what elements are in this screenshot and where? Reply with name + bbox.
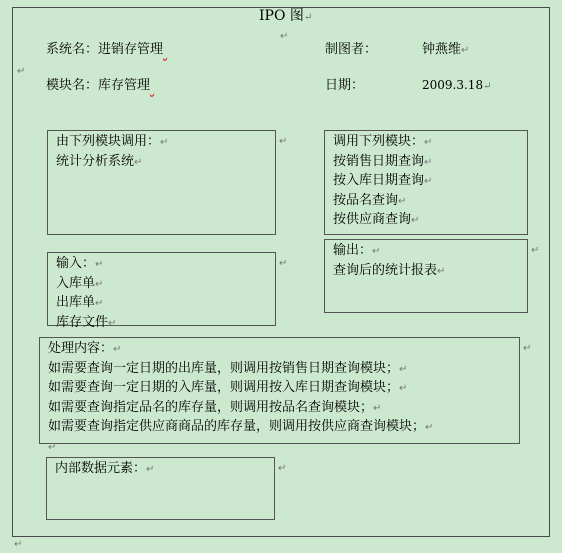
cell-mark: ↵ bbox=[279, 136, 288, 147]
processing-item: 如需要查询指定供应商商品的库存量，则调用按供应商查询模块；↵ bbox=[48, 419, 434, 434]
processing-item: 如需要查询一定日期的入库量，则调用按入库日期查询模块；↵ bbox=[48, 380, 408, 395]
input-heading: 输入：↵ bbox=[56, 256, 104, 271]
processing-item: 如需要查询一定日期的出库量，则调用按销售日期查询模块；↵ bbox=[48, 360, 408, 376]
author-label: 制图者： bbox=[325, 42, 378, 57]
output-item: 查询后的统计报表↵ bbox=[333, 262, 446, 278]
paragraph-mark: ↵ bbox=[14, 539, 23, 550]
internal-data-heading: 内部数据元素：↵ bbox=[55, 461, 155, 476]
cell-mark: ↵ bbox=[279, 258, 288, 269]
cell-mark: ↵ bbox=[531, 245, 540, 256]
module-name-label: 模块名： bbox=[46, 78, 99, 93]
document-title: IPO 图↵ bbox=[259, 8, 313, 24]
input-item: 入库单↵ bbox=[56, 275, 104, 291]
calls-item: 按入库日期查询↵ bbox=[333, 173, 433, 188]
processing-box bbox=[39, 337, 520, 453]
cell-mark: ↵ bbox=[278, 463, 287, 474]
calls-item: 按品名查询↵ bbox=[333, 192, 407, 208]
input-box bbox=[47, 252, 276, 330]
called-by-item: 统计分析系统↵ bbox=[56, 153, 143, 169]
internal-data-box bbox=[46, 457, 275, 520]
system-name-value: 进销存管理 bbox=[98, 42, 164, 57]
paragraph-mark: ↵ bbox=[17, 66, 26, 77]
calls-box bbox=[324, 130, 528, 235]
system-name-label: 系统名： bbox=[46, 42, 99, 57]
date-value: 2009.3.18↵ bbox=[422, 78, 492, 92]
calls-item: 按销售日期查询↵ bbox=[333, 153, 433, 169]
input-item: 库存文件↵ bbox=[56, 314, 117, 330]
output-box bbox=[324, 239, 528, 313]
input-item: 出库单↵ bbox=[56, 295, 104, 310]
processing-heading: 处理内容：↵ bbox=[48, 341, 122, 356]
called-by-box bbox=[47, 130, 276, 235]
author-value: 钟燕维↵ bbox=[422, 42, 470, 57]
date-label: 日期： bbox=[325, 78, 365, 93]
cell-mark: ↵ bbox=[523, 343, 532, 354]
paragraph-mark: ↵ bbox=[48, 441, 57, 453]
output-heading: 输出：↵ bbox=[333, 243, 381, 258]
paragraph-mark: ↵ bbox=[280, 31, 289, 42]
module-name-value: 库存管理 bbox=[98, 78, 151, 93]
calls-item: 按供应商查询↵ bbox=[333, 212, 420, 227]
called-by-heading: 由下列模块调用：↵ bbox=[56, 134, 169, 149]
calls-heading: 调用下列模块：↵ bbox=[333, 134, 433, 149]
processing-item: 如需要查询指定品名的库存量，则调用按品名查询模块；↵ bbox=[48, 399, 382, 415]
